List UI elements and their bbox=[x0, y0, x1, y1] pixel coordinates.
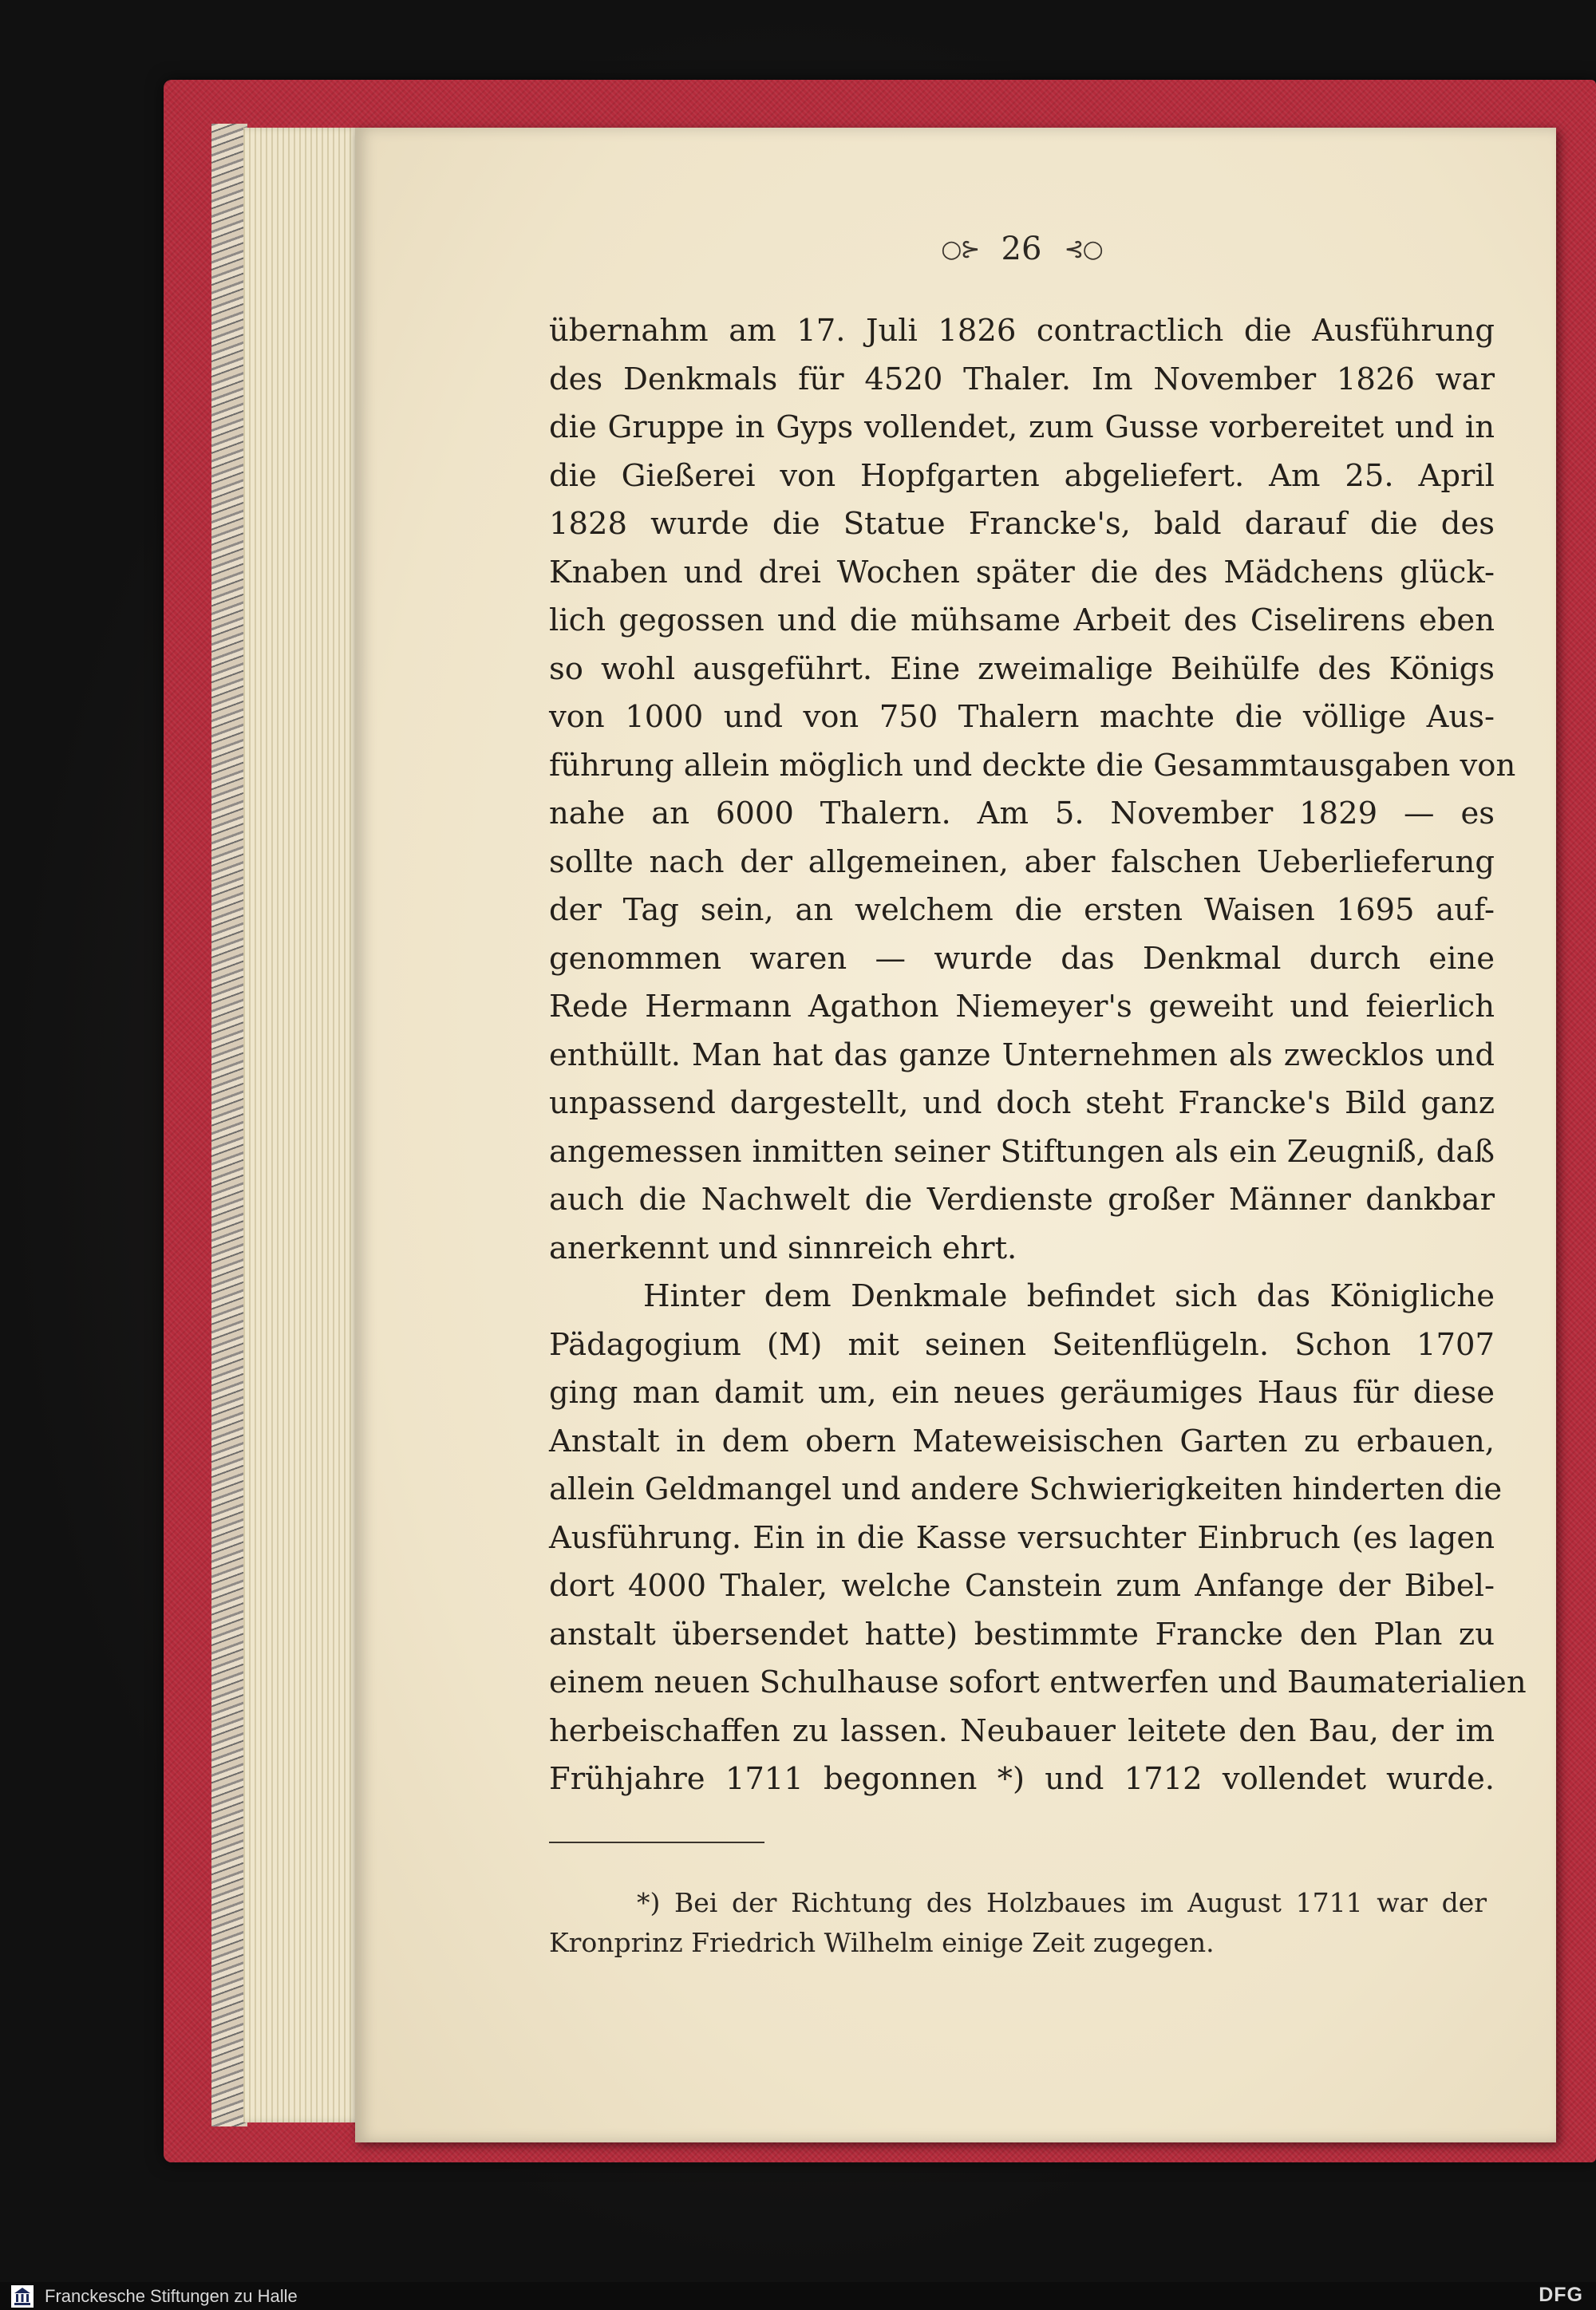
dfg-logo: DFG bbox=[1539, 2284, 1583, 2306]
text-line: lich gegossen und die mühsame Arbeit des Ciselirens eben bbox=[549, 602, 1495, 638]
text-line: übernahm am 17. Juli 1826 contractlich die Ausführung bbox=[549, 313, 1495, 349]
page-header bbox=[878, 225, 1165, 273]
marbled-endpaper bbox=[211, 124, 247, 2126]
text-line: des Denkmals für 4520 Thaler. Im November 1826 war bbox=[549, 361, 1495, 397]
text-line: ging man damit um, ein neues geräumiges Haus für diese bbox=[549, 1375, 1495, 1411]
ornament-right-icon: ⊰○ bbox=[1064, 235, 1102, 263]
text-line: 1828 wurde die Statue Francke's, bald darauf die des bbox=[549, 506, 1495, 542]
text-line: Pädagogium (M) mit seinen Seitenflügeln. Schon 1707 bbox=[549, 1326, 1495, 1363]
text-line: Anstalt in dem obern Mateweisischen Garten zu erbauen, bbox=[549, 1423, 1495, 1459]
text-line: Hinter dem Denkmale befindet sich das Königliche bbox=[643, 1278, 1495, 1314]
text-line: herbeischaffen zu lassen. Neubauer leitete den Bau, der im bbox=[549, 1712, 1495, 1749]
text-line: sollte nach der allgemeinen, aber falschen Ueberlieferung bbox=[549, 843, 1495, 880]
page-number: 26 bbox=[1001, 231, 1042, 267]
text-line: einem neuen Schulhause sofort entwerfen und Baumaterialien bbox=[549, 1664, 1527, 1700]
viewer-footer bbox=[0, 2282, 1596, 2310]
text-line: Rede Hermann Agathon Niemeyer's geweiht und feierlich bbox=[549, 989, 1495, 1025]
text-line: genommen waren — wurde das Denkmal durch eine bbox=[549, 940, 1495, 977]
body-text bbox=[549, 307, 1527, 1804]
text-line: Ausführung. Ein in die Kasse versuchter Einbruch (es lagen bbox=[549, 1519, 1495, 1556]
text-line: führung allein möglich und deckte die Gesammtausgaben von bbox=[549, 747, 1516, 784]
ornament-left-icon: ○⊱ bbox=[941, 235, 979, 263]
text-line: die Gruppe in Gyps vollendet, zum Gusse vorbereitet und in bbox=[549, 409, 1495, 445]
footnote-rule bbox=[549, 1842, 764, 1843]
text-line: anerkennt und sinnreich ehrt. bbox=[549, 1230, 1017, 1266]
footnote-line: *) Bei der Richtung des Holzbaues im August 1711 war der bbox=[637, 1887, 1487, 1918]
text-line: auch die Nachwelt die Verdienste großer Männer dankbar bbox=[549, 1182, 1495, 1218]
footnote bbox=[549, 1883, 1487, 1963]
footnote-line: Kronprinz Friedrich Wilhelm einige Zeit zugegen. bbox=[549, 1927, 1215, 1958]
text-line: so wohl ausgeführt. Eine zweimalige Beihülfe des Königs bbox=[549, 650, 1495, 687]
text-line: Frühjahre 1711 begonnen *) und 1712 vollendet wurde. bbox=[549, 1761, 1495, 1797]
text-line: anstalt übersendet hatte) bestimmte Francke den Plan zu bbox=[549, 1616, 1495, 1653]
text-line: unpassend dargestellt, und doch steht Francke's Bild ganz bbox=[549, 1085, 1495, 1121]
building-icon bbox=[11, 2285, 34, 2308]
text-line: nahe an 6000 Thalern. Am 5. November 1829 — es bbox=[549, 796, 1495, 831]
institution-name[interactable]: Franckesche Stiftungen zu Halle bbox=[45, 2285, 298, 2306]
text-line: angemessen inmitten seiner Stiftungen als ein Zeugniß, daß bbox=[549, 1133, 1495, 1170]
text-line: dort 4000 Thaler, welche Canstein zum Anfange der Bibel- bbox=[549, 1568, 1495, 1604]
text-line: enthüllt. Man hat das ganze Unternehmen als zwecklos und bbox=[549, 1037, 1495, 1073]
text-line: Knaben und drei Wochen später die des Mädchens glück- bbox=[549, 554, 1495, 590]
text-line: allein Geldmangel und andere Schwierigkeiten hinderten die bbox=[549, 1471, 1503, 1507]
text-line: von 1000 und von 750 Thalern machte die völlige Aus- bbox=[549, 699, 1495, 735]
text-line: der Tag sein, an welchem die ersten Waisen 1695 auf- bbox=[549, 892, 1495, 928]
text-line: die Gießerei von Hopfgarten abgeliefert. Am 25. April bbox=[549, 457, 1495, 494]
page-edges bbox=[243, 128, 363, 2122]
